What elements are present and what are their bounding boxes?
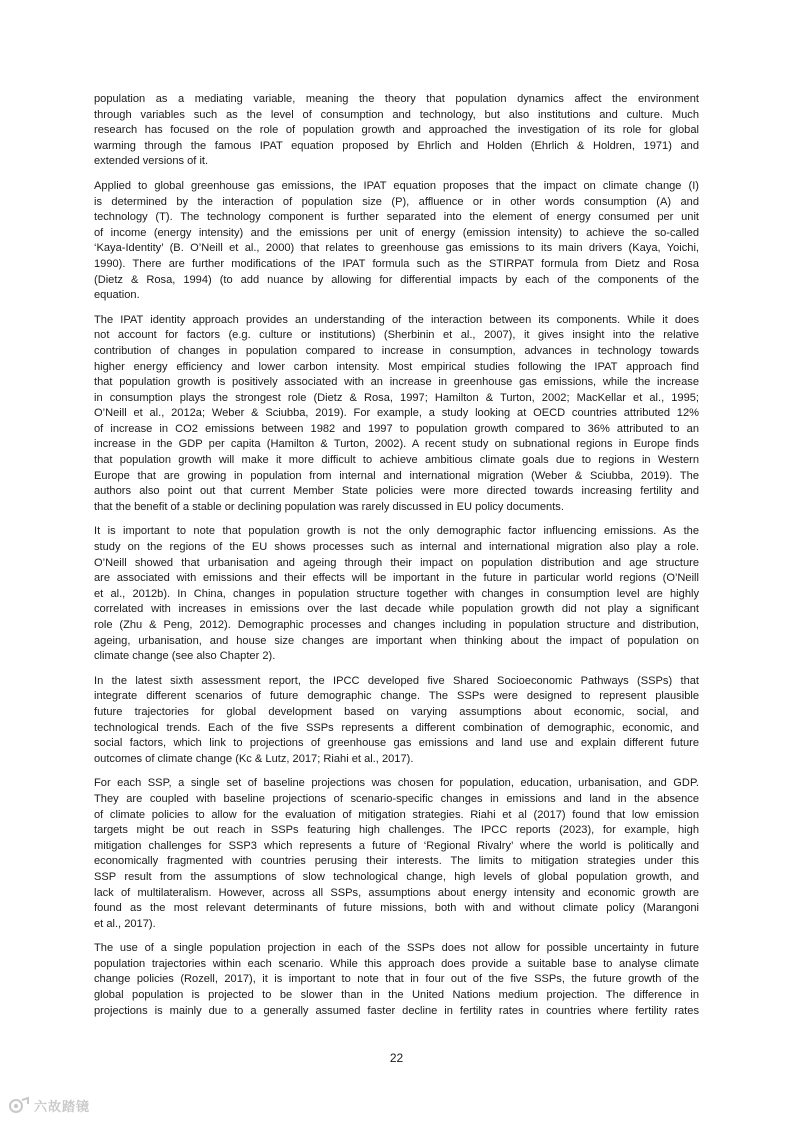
- paragraph: [94, 524, 699, 664]
- text-line: is determined by the interaction of population size (P), affluence or in other words consumption (A) and: [94, 195, 699, 208]
- page-number: 22: [389, 1051, 404, 1065]
- text-line: social factors, which link to projections of greenhouse gas emissions and land use and explain different future: [94, 737, 699, 750]
- paragraph: [94, 92, 699, 170]
- text-line: research has focused on the role of population growth and approached the investigation of its role for global: [94, 124, 699, 137]
- text-line: found as the most relevant determinants of future missions, both with and without climate policy (Marangoni: [94, 902, 699, 915]
- text-line: change policies (Rozell, 2017), it is important to note that in four out of the five SSPs, the future growth of the: [94, 973, 699, 986]
- text-line: lack of multilateralism. However, across all SSPs, assumptions about energy intensity and economic growth are: [94, 886, 699, 899]
- text-line: SSP result from the assumptions of slow technological change, high levels of global population growth, and: [94, 870, 699, 883]
- text-line: 1990). There are further modifications of the IPAT formula such as the STIRPAT formula from Dietz and Rosa: [94, 257, 699, 270]
- text-line: O’Neill showed that urbanisation and ageing through their impact on population distribution and age structure: [94, 556, 699, 569]
- text-line: population trajectories within each scenario. While this approach does provide a suitable base to analyse climate: [94, 957, 699, 970]
- text-line: They are coupled with baseline projections of scenario-specific changes in emissions and land in the absence: [94, 792, 699, 805]
- text-line: through variables such as the level of consumption and technology, but also institutions and culture. Much: [94, 108, 699, 121]
- text-line: global population is projected to be slower than in the United Nations medium projection. The difference in: [94, 989, 699, 1002]
- text-line: targets might be out reach in SSPs featuring high challenges. The IPCC reports (2023), for example, high: [94, 824, 699, 837]
- text-line: outcomes of climate change (Kc & Lutz, 2017; Riahi et al., 2017).: [94, 752, 414, 765]
- text-line: contribution of changes in population compared to increase in consumption, advances in technology towards: [94, 344, 699, 357]
- text-line: ageing, urbanisation, and house size changes are important when thinking about the impact of population on: [94, 634, 699, 647]
- paragraph: [94, 179, 699, 304]
- text-line: The IPAT identity approach provides an understanding of the interaction between its components. While it does: [94, 313, 699, 326]
- text-line: equation.: [94, 289, 140, 302]
- text-line: of increase in CO2 emissions between 1982 and 1997 to population growth compared to 36% attributed to an: [94, 422, 699, 435]
- text-line: The use of a single population projection in each of the SSPs does not allow for possible uncertainty in future: [94, 942, 699, 955]
- text-line: mitigation challenges for SSP3 which represents a future of ‘Regional Rivalry’ where the world is politically and: [94, 839, 699, 852]
- text-line: of climate policies to allow for the evaluation of mitigation strategies. Riahi et al (2017) found that low emission: [94, 808, 699, 821]
- text-line: et al., 2017).: [94, 917, 156, 930]
- text-line: et al., 2012b). In China, changes in population structure together with changes in consumption level are highly: [94, 587, 699, 600]
- text-line: study on the regions of the EU shows processes such as internal and international migration also play a role.: [94, 541, 699, 554]
- text-line: warming through the famous IPAT equation proposed by Ehrlich and Holden (Ehrlich & Holdren, 1971) and: [94, 139, 699, 152]
- text-line: In the latest sixth assessment report, the IPCC developed five Shared Socioeconomic Pathways (SSPs) that: [94, 674, 699, 687]
- text-line: extended versions of it.: [94, 155, 209, 168]
- watermark-text: 六故踏镜: [34, 1098, 91, 1114]
- text-line: in consumption plays the strongest role (Dietz & Rosa, 1997; Hamilton & Turton, 2002; MacKellar et al., 1995;: [94, 391, 699, 404]
- paragraph: [94, 313, 699, 516]
- text-line: correlated with increases in emissions over the last decade while population growth did not play a significant: [94, 603, 699, 616]
- text-line: increase in the GDP per capita (Hamilton & Turton, 2002). A recent study on subnational regions in Europe finds: [94, 438, 699, 451]
- paragraph: [94, 776, 699, 932]
- text-line: higher energy efficiency and lower carbon intensity. Most empirical studies following the IPAT approach find: [94, 360, 699, 373]
- text-line: of income (energy intensity) and the emissions per unit of energy (emission intensity) to achieve the so-called: [94, 226, 699, 239]
- text-line: Europe that are growing in population from internal and international migration (Weber & Sciubba, 2019). The: [94, 469, 699, 482]
- text-line: O’Neill et al., 2012a; Weber & Sciubba, 2019). For example, a study looking at OECD countries attributed 12%: [94, 407, 699, 420]
- text-line: Applied to global greenhouse gas emissions, the IPAT equation proposes that the impact on climate change (I): [94, 179, 699, 192]
- text-line: role (Zhu & Peng, 2012). Demographic processes and changes including in population structure and distribution,: [94, 619, 699, 631]
- text-line: It is important to note that population growth is not the only demographic factor influencing emissions. As the: [94, 525, 699, 538]
- text-line: (Dietz & Rosa, 1994) (to add nuance by allowing for differential impacts by each of the components of the: [94, 273, 699, 286]
- text-line: For each SSP, a single set of baseline projections was chosen for population, education, urbanisation, and GDP.: [94, 777, 699, 790]
- watermark: [8, 1094, 90, 1116]
- document-body: [94, 92, 699, 1028]
- text-line: projections is mainly due to a generally assumed faster decline in fertility rates in countries where fertility rates: [94, 1004, 699, 1017]
- text-line: are associated with emissions and their effects will be important in the future in particular world regions (O’Neill: [94, 572, 699, 585]
- paragraph: [94, 674, 699, 768]
- text-line: authors also point out that current Member State policies were more directed towards increasing fertility and: [94, 485, 699, 498]
- text-line: technology (T). The technology component is further separated into the element of energy consumed per unit: [94, 211, 699, 224]
- camera-logo-icon: [8, 1096, 30, 1114]
- text-line: that population growth is positively associated with an increase in greenhouse gas emissions, while the increase: [94, 376, 699, 389]
- text-line: integrate different scenarios of future demographic change. The SSPs were designed to represent plausible: [94, 690, 699, 703]
- paragraph: [94, 941, 699, 1019]
- text-line: economically fragmented with countries perusing their interests. The limits to mitigation strategies under this: [94, 855, 699, 868]
- text-line: population as a mediating variable, meaning the theory that population dynamics affect the environment: [94, 93, 699, 105]
- text-line: technological trends. Each of the five SSPs represents a different combination of demographic, economic, and: [94, 721, 699, 734]
- text-line: future trajectories for global development based on varying assumptions about economic, social, and: [94, 705, 699, 718]
- text-line: not account for factors (e.g. culture or institutions) (Sherbinin et al., 2007), it gives insight into the relative: [94, 329, 699, 342]
- text-line: that population growth will make it more difficult to achieve ambitious climate goals due to regions in Western: [94, 454, 699, 467]
- text-line: ‘Kaya-Identity’ (B. O’Neill et al., 2000) that relates to greenhouse gas emissions to its main drivers (Kaya, Yoichi,: [94, 242, 699, 255]
- text-line: that the benefit of a stable or declining population was rarely discussed in EU policy documents.: [94, 500, 564, 513]
- text-line: climate change (see also Chapter 2).: [94, 650, 276, 663]
